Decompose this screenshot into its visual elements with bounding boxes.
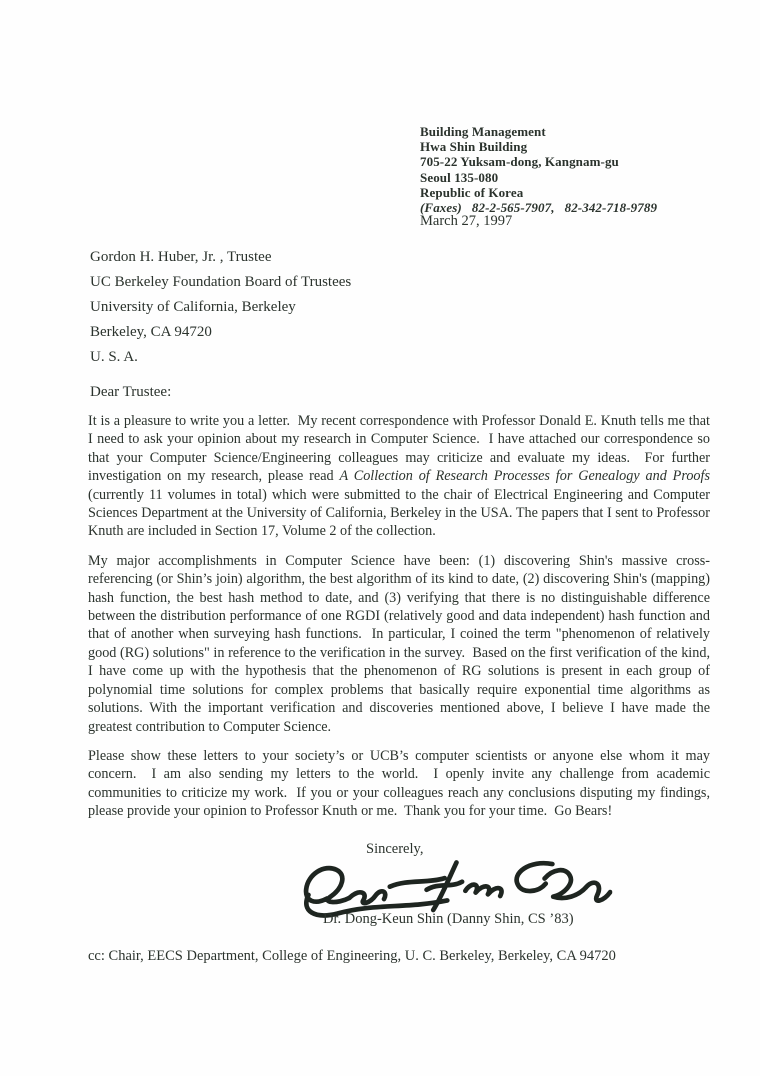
- recipient-line: University of California, Berkeley: [90, 299, 296, 315]
- recipient-line: U. S. A.: [90, 349, 138, 365]
- recipient-line: UC Berkeley Foundation Board of Trustees: [90, 274, 352, 290]
- recipient-line: Gordon H. Huber, Jr. , Trustee: [90, 249, 272, 265]
- sender-fax-line: (Faxes) 82-2-565-7907, 82-342-718-9789: [420, 200, 658, 216]
- letter-date: March 27, 1997: [420, 213, 513, 229]
- closing-sincerely: Sincerely,: [366, 841, 424, 857]
- sender-line: Seoul 135-080: [420, 169, 499, 185]
- paragraph-1-italic-title: A Collection of Research Processes for Genealogy and Proofs: [339, 468, 710, 485]
- paragraph-1-text: It is a pleasure to write you a letter. My recent correspondence with Professor Donald E. Knuth tells me that I need to ask your opinion about my research in Computer Science. I have attached our correspondence so that your Computer Science/Engineering colleagues may criticize and evaluate my ideas. For further investigation on my research, please read: [88, 413, 710, 485]
- recipient-address-block: [90, 245, 351, 370]
- letter-body: [88, 412, 710, 832]
- sender-address-block: [420, 124, 657, 215]
- cc-line: cc: Chair, EECS Department, College of Engineering, U. C. Berkeley, Berkeley, CA 94720: [88, 948, 616, 964]
- sender-line: Hwa Shin Building: [420, 139, 528, 155]
- salutation: Dear Trustee:: [90, 384, 172, 400]
- body-paragraph-1: [88, 412, 710, 541]
- sender-line: 705-22 Yuksam-dong, Kangnam-gu: [420, 154, 619, 170]
- paragraph-1-text: (currently 11 volumes in total) which were submitted to the chair of Electrical Engineering and Computer Sciences Department at the University of California, Berkeley in the USA. The papers that I sent to Professor Knuth are included in Section 17, Volume 2 of the collection.: [88, 486, 710, 540]
- sender-line: Building Management: [420, 124, 546, 139]
- signer-name: Dr. Dong-Keun Shin (Danny Shin, CS ’83): [323, 911, 574, 927]
- sender-line: Republic of Korea: [420, 184, 524, 200]
- body-paragraph-3: Please show these letters to your society’s or UCB’s computer scientists or anyone else whom it may concern. I am also sending my letters to the world. I openly invite any challenge from academic communities to criticize my work. If you or your colleagues reach any conclusions disputing my findings, please provide your opinion to Professor Knuth or me. Thank you for your time. Go Bears!: [88, 747, 710, 820]
- recipient-line: Berkeley, CA 94720: [90, 324, 212, 340]
- body-paragraph-2: My major accomplishments in Computer Science have been: (1) discovering Shin's massive cross-referencing (or Shin’s join) algorithm, the best algorithm of its kind to date, (2) discovering Shin's (mapping) hash function, the best hash method to date, and (3) verifying that there is no distinguishable difference between the distribution performance of one RGDI (relatively good and data independent) hash function and that of another when surveying hash functions. In particular, I coined the term "phenomenon of relatively good (RG) solutions" in reference to the verification in the survey. Based on the first verification of the kind, I have come up with the hypothesis that the phenomenon of RG solutions is present in each group of polynomial time solutions for complex problems that basically require exponential time algorithms as solutions. With the important verification and discoveries mentioned above, I believe I have made the greatest contribution to Computer Science.: [88, 552, 710, 735]
